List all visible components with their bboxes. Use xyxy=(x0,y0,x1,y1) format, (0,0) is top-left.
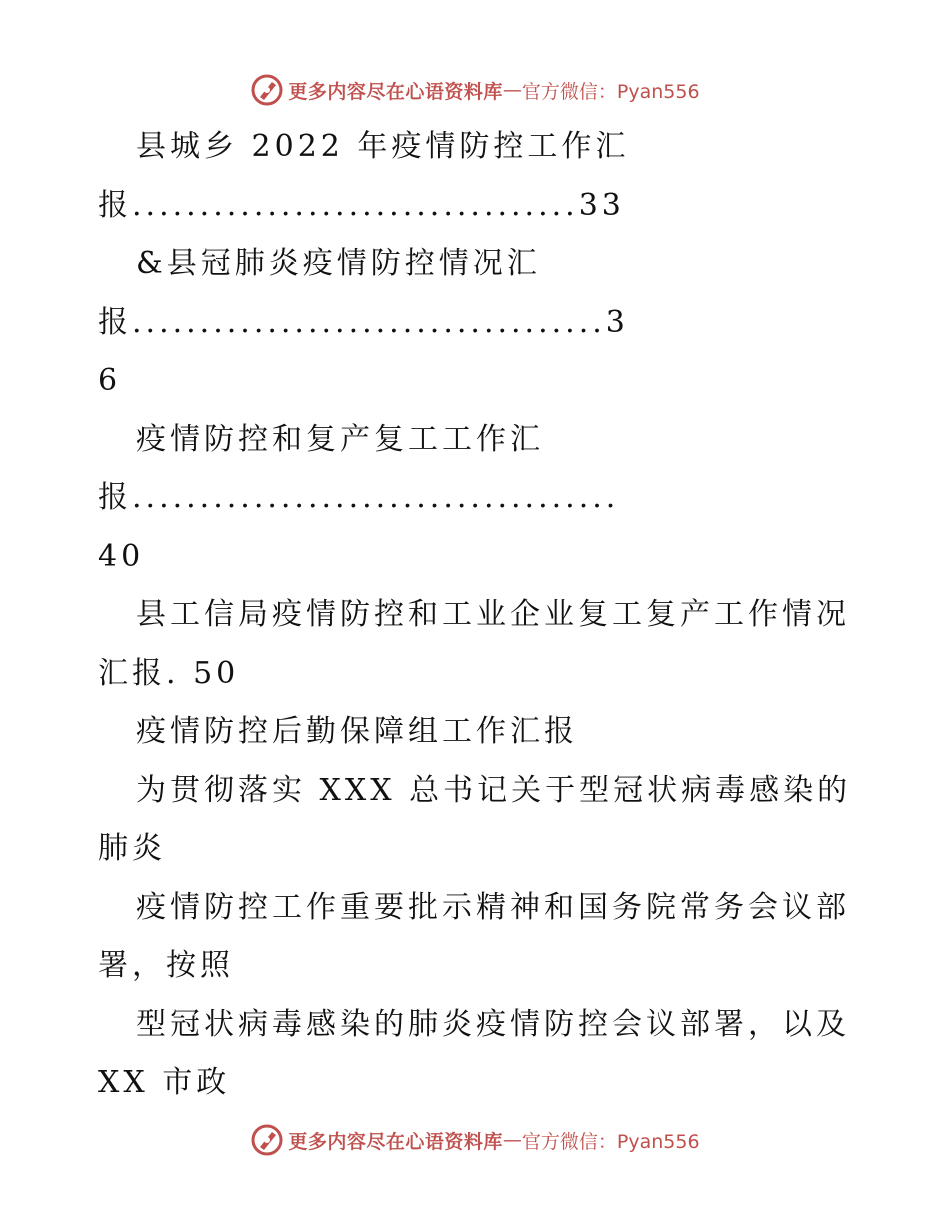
watermark-separator: — xyxy=(502,79,522,101)
text-line: 县城乡 2022 年疫情防控工作汇 xyxy=(136,129,630,164)
footer-watermark xyxy=(0,1120,950,1160)
text-line: 汇报. 50 xyxy=(98,655,240,691)
text-line: &县冠肺炎疫情防控情况汇 xyxy=(136,246,541,281)
header-watermark xyxy=(0,70,950,110)
text-line: 肺炎 xyxy=(98,831,166,866)
text-line: XX 市政 xyxy=(98,1065,231,1100)
text-line: 署，按照 xyxy=(98,948,234,983)
watermark-wechat: 官方微信：Pyan556 xyxy=(521,80,700,103)
text-line: 报...................................3 xyxy=(98,304,629,340)
watermark-text: 更多内容尽在心语资料库 xyxy=(288,1130,503,1153)
text-line: 疫情防控工作重要批示精神和国务院常务会议部 xyxy=(136,889,850,925)
pen-logo-icon xyxy=(250,73,284,107)
text-line: 县工信局疫情防控和工业企业复工复产工作情况 xyxy=(136,597,850,632)
text-line: 型冠状病毒感染的肺炎疫情防控会议部署，以及 xyxy=(136,1006,850,1042)
document-body xyxy=(98,118,858,1113)
text-line: 40 xyxy=(98,538,145,574)
watermark-wechat: 官方微信：Pyan556 xyxy=(521,1130,700,1153)
text-line: 6 xyxy=(98,363,122,398)
pen-logo-icon xyxy=(250,1123,284,1157)
text-line: 报.................................... xyxy=(98,480,620,515)
text-line: 疫情防控和复产复工工作汇 xyxy=(136,421,544,457)
text-line: 为贯彻落实 XXX 总书记关于型冠状病毒感染的 xyxy=(136,772,852,808)
text-line: 报.................................33 xyxy=(98,187,625,223)
watermark-separator: — xyxy=(502,1129,522,1151)
watermark-text: 更多内容尽在心语资料库 xyxy=(288,80,503,103)
text-line: 疫情防控后勤保障组工作汇报 xyxy=(136,714,578,749)
